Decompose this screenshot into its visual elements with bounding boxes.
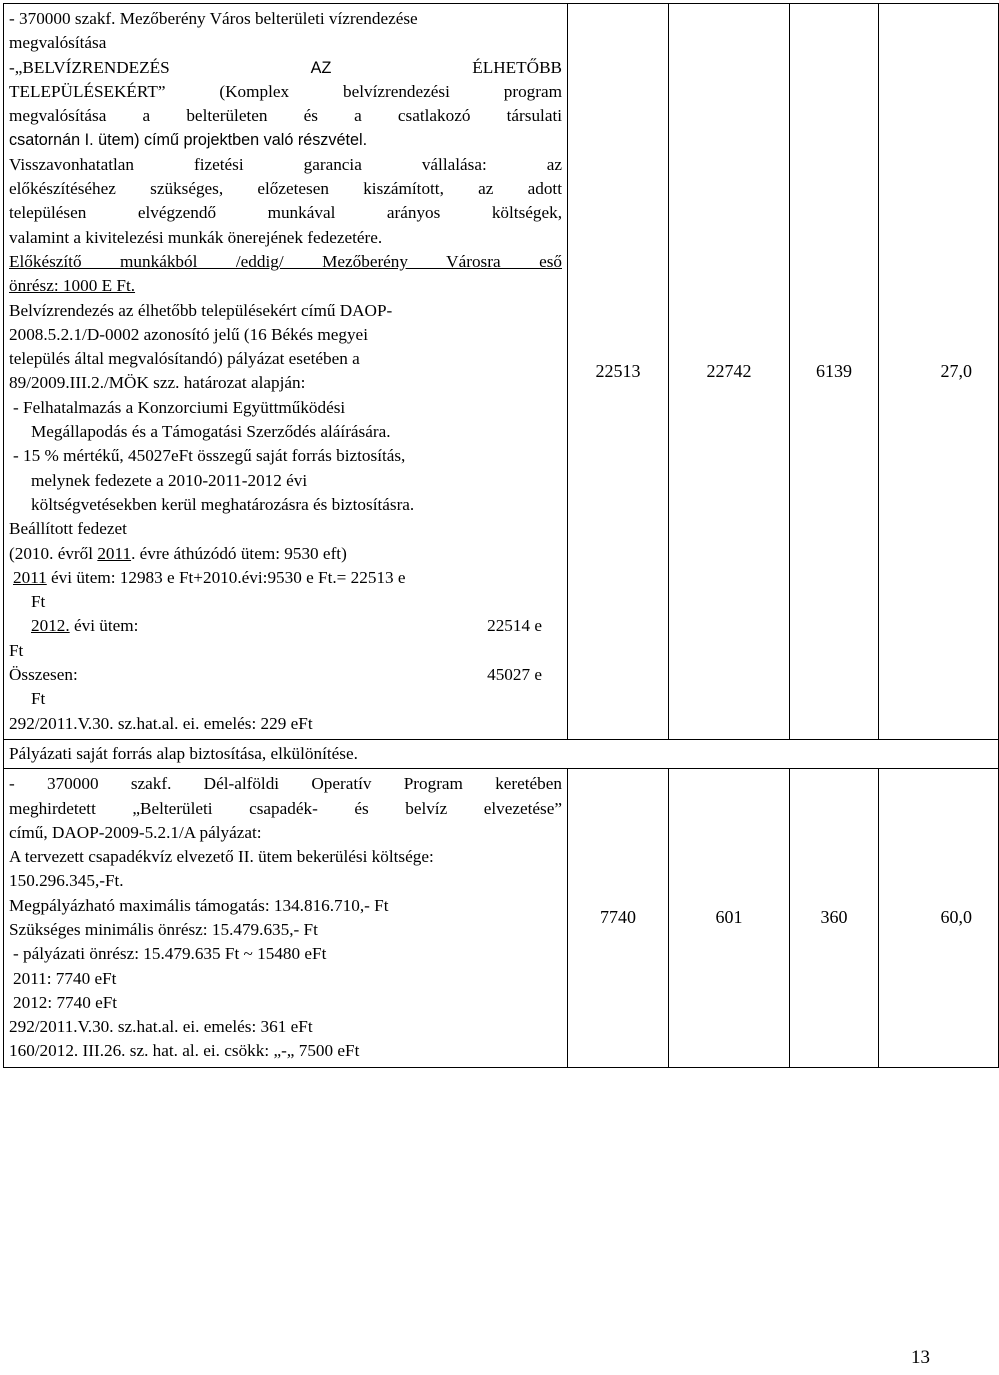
text-fragment: 2012. [31, 616, 70, 636]
text-fragment: 22514 e [487, 616, 542, 636]
row-1-value-2: 22742 [669, 4, 790, 740]
row-1-value-4: 27,0 [879, 4, 999, 740]
text-line: - Felhatalmazás a Konzorciumi Együttműködési [13, 397, 346, 417]
text-line: meghirdetett „Belterületi csapadék- és belvíz elvezetése” [9, 798, 562, 818]
text-line: A tervezett csapadékvíz elvezető II. ütem bekerülési költsége: [9, 847, 434, 867]
text-fragment: AZ [310, 58, 332, 77]
text-line: 292/2011.V.30. sz.hat.al. ei. emelés: 229 eFt [9, 713, 313, 733]
text-fragment: 2011 [97, 543, 132, 563]
text-line: - 15 % mértékű, 45027eFt összegű saját forrás biztosítás, [13, 446, 406, 466]
text-fragment: (2010. évről [9, 543, 98, 563]
text-line: településen elvégzendő munkával arányos költségek, [9, 203, 562, 223]
text-line: - pályázati önrész: 15.479.635 Ft ~ 15480 eFt [13, 944, 327, 964]
text-line: - 370000 szakf. Mezőberény Város belterületi vízrendezése [9, 9, 418, 28]
text-line: előkészítéséhez szükséges, előzetesen kiszámított, az adott [9, 179, 562, 199]
text-line: megvalósítása [9, 33, 107, 53]
text-fragment: évi ütem: [69, 616, 139, 636]
text-line: Ft [31, 689, 46, 709]
text-line: település által megvalósítandó) pályázat esetében a [9, 349, 360, 369]
text-line: 150.296.345,-Ft. [9, 871, 124, 891]
text-line: - 370000 szakf. Dél-alföldi Operatív Program keretében [9, 774, 562, 794]
text-line: 160/2012. III.26. sz. hat. al. ei. csökk: „-„ 7500 eFt [9, 1041, 360, 1061]
text-line: Ft [31, 592, 46, 612]
row-1-description [4, 4, 568, 740]
text-fragment: . évre áthúzódó ütem: 9530 eft) [131, 543, 347, 563]
text-fragment: évi ütem: 12983 e Ft+2010.évi:9530 e Ft.= 22513 e [46, 567, 406, 587]
text-line [9, 542, 562, 566]
text-line: 2011: 7740 eFt [13, 968, 117, 988]
text-line: Visszavonhatatlan fizetési garancia vállalása: az [9, 154, 562, 174]
row-1-note [4, 739, 999, 768]
text-line: költségvetésekben kerül meghatározásra és biztosításra. [31, 494, 415, 514]
text-line: Beállított fedezet [9, 519, 127, 539]
text-line: TELEPÜLÉSEKÉRT” (Komplex belvízrendezési program [9, 81, 562, 101]
text-fragment [31, 614, 138, 638]
text-line: Megpályázható maximális támogatás: 134.816.710,- Ft [9, 895, 389, 915]
text-fragment: ÉLHETŐBB [472, 57, 562, 77]
text-line [9, 56, 562, 80]
budget-table [3, 3, 999, 1068]
text-line: 2008.5.2.1/D-0002 azonosító jelű (16 Békés megyei [9, 324, 368, 344]
text-line: 2012: 7740 eFt [13, 992, 118, 1012]
row-2-value-3: 360 [790, 769, 879, 1068]
row-2-description [4, 769, 568, 1068]
text-line: című, DAOP-2009-5.2.1/A pályázat: [9, 822, 262, 842]
text-line: 292/2011.V.30. sz.hat.al. ei. emelés: 361 eFt [9, 1017, 313, 1037]
text-fragment: -„BELVÍZRENDEZÉS [9, 57, 170, 77]
text-line: Szükséges minimális önrész: 15.479.635,- Ft [9, 919, 318, 939]
text-line: Ft [9, 640, 24, 660]
text-line: 89/2009.III.2./MÖK szz. határozat alapján: [9, 373, 306, 393]
text-fragment: 2011 [13, 567, 47, 587]
text-line: Belvízrendezés az élhetőbb településekért című DAOP- [9, 300, 393, 320]
text-line [9, 663, 562, 687]
text-fragment: 45027 e [487, 665, 542, 685]
text-line: melynek fedezete a 2010-2011-2012 évi [31, 470, 308, 490]
table-row [4, 739, 999, 768]
text-line: Pályázati saját forrás alap biztosítása, elkülönítése. [9, 743, 358, 763]
row-2-value-1: 7740 [568, 769, 669, 1068]
row-1-value-3: 6139 [790, 4, 879, 740]
table-row [4, 769, 999, 1068]
text-line: valamint a kivitelezési munkák önerejének fedezetére. [9, 227, 383, 247]
table-row [4, 4, 999, 740]
row-2-value-2: 601 [669, 769, 790, 1068]
text-line [9, 566, 562, 590]
text-line: önrész: 1000 E Ft. [9, 276, 136, 296]
text-fragment: Összesen: [9, 665, 78, 685]
text-line: megvalósítása a belterületen és a csatlakozó társulati [9, 106, 562, 126]
text-line: Megállapodás és a Támogatási Szerződés aláírására. [31, 422, 391, 442]
text-line: Előkészítő munkákból /eddig/ Mezőberény Városra eső [9, 251, 562, 271]
text-line [9, 614, 562, 638]
row-2-value-4: 60,0 [879, 769, 999, 1068]
page-number: 13 [911, 1347, 930, 1368]
row-1-value-1: 22513 [568, 4, 669, 740]
text-line: csatornán I. ütem) című projektben való részvétel. [9, 131, 368, 150]
